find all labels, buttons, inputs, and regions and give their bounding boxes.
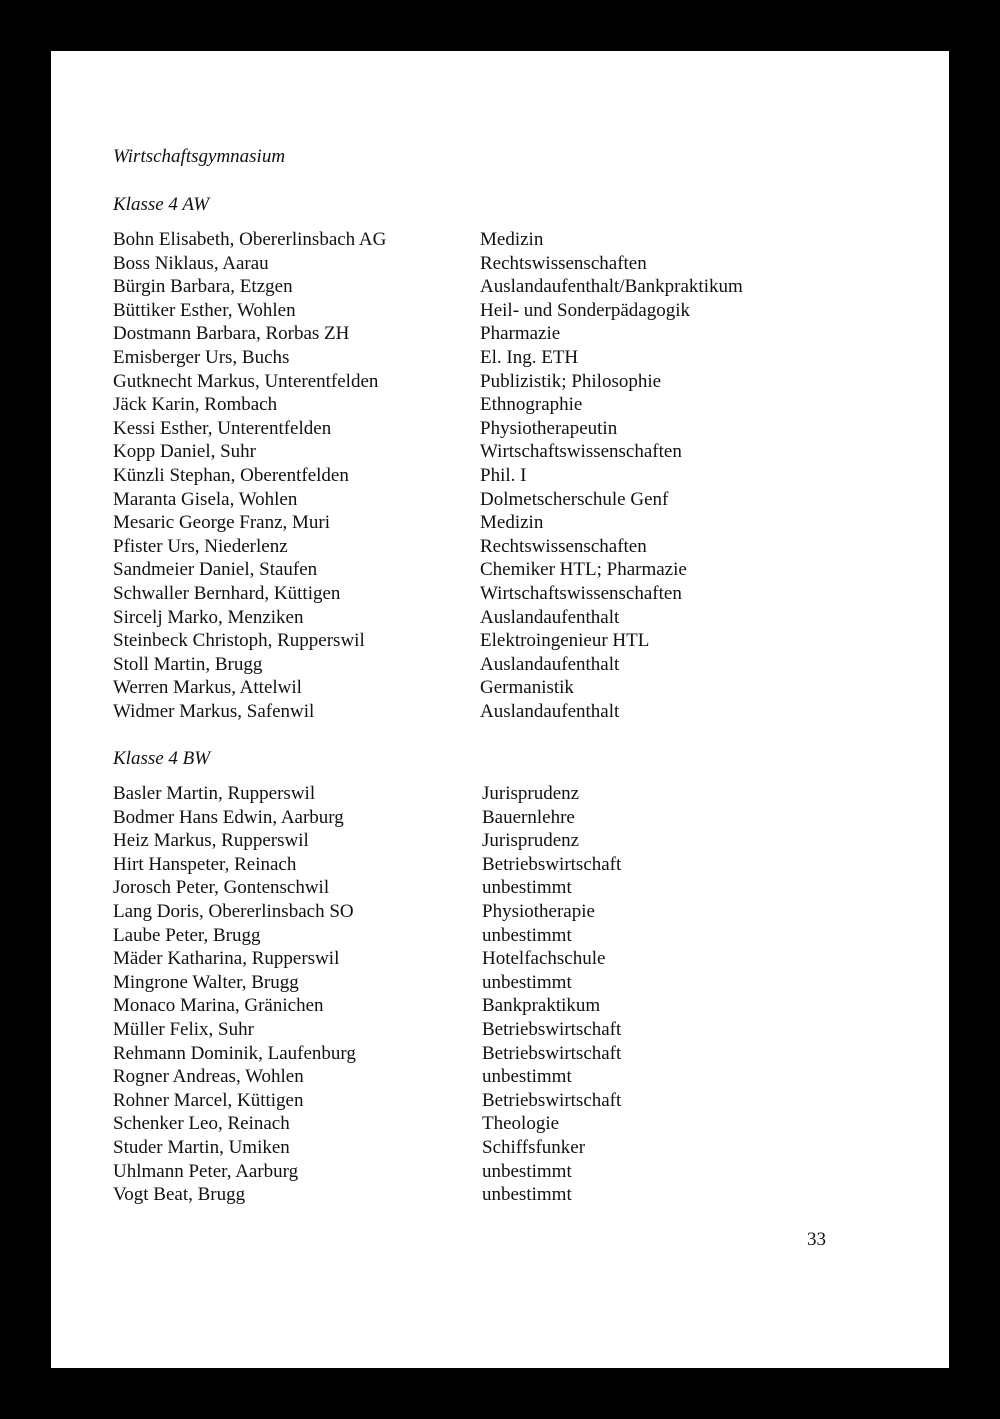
student-name: Schenker Leo, Reinach: [113, 1113, 290, 1135]
list-item: [113, 252, 873, 276]
student-name: Mingrone Walter, Brugg: [113, 971, 299, 993]
study-plan: unbestimmt: [482, 1066, 572, 1088]
list-item: [113, 676, 873, 700]
student-name: Hirt Hanspeter, Reinach: [113, 853, 297, 875]
study-plan: Wirtschaftswissenschaften: [480, 582, 682, 604]
list-item: [113, 582, 873, 606]
list-item: [113, 1183, 873, 1207]
student-name: Widmer Markus, Safenwil: [113, 700, 315, 722]
student-name: Schwaller Bernhard, Küttigen: [113, 582, 341, 604]
list-item: [113, 782, 873, 806]
study-plan: Dolmetscherschule Genf: [480, 488, 669, 510]
list-item: [113, 535, 873, 559]
student-name: Lang Doris, Obererlinsbach SO: [113, 900, 354, 922]
list-item: [113, 1112, 873, 1136]
student-name: Basler Martin, Rupperswil: [113, 783, 316, 804]
study-plan: unbestimmt: [482, 1160, 572, 1182]
student-name: Bürgin Barbara, Etzgen: [113, 276, 293, 298]
list-item: [113, 900, 873, 924]
list-item: [113, 370, 873, 394]
study-plan: Rechtswissenschaften: [480, 535, 647, 557]
study-plan: Elektroingenieur HTL: [480, 630, 650, 652]
student-name: Gutknecht Markus, Unterentfelden: [113, 370, 379, 392]
student-name: Werren Markus, Attelwil: [113, 677, 302, 699]
study-plan: Publizistik; Philosophie: [480, 370, 662, 392]
list-item: [113, 924, 873, 948]
list-item: [113, 1089, 873, 1113]
student-name: Kessi Esther, Unterentfelden: [113, 417, 332, 439]
study-plan: Pharmazie: [480, 323, 561, 345]
student-name: Büttiker Esther, Wohlen: [113, 299, 296, 321]
student-name: Uhlmann Peter, Aarburg: [113, 1160, 299, 1182]
study-plan: Ethnographie: [480, 394, 583, 416]
list-item: [113, 971, 873, 995]
list-item: [113, 829, 873, 853]
study-plan: Betriebswirtschaft: [482, 1089, 622, 1111]
student-name: Maranta Gisela, Wohlen: [113, 488, 298, 510]
study-plan: Auslandaufenthalt: [480, 606, 620, 628]
list-item: [113, 806, 873, 830]
student-name: Bodmer Hans Edwin, Aarburg: [113, 806, 344, 828]
study-plan: Auslandaufenthalt: [480, 653, 620, 675]
list-item: [113, 488, 873, 512]
list-item: [113, 558, 873, 582]
list-item: [113, 511, 873, 535]
list-item: [113, 299, 873, 323]
list-item: [113, 393, 873, 417]
study-plan: Bankpraktikum: [482, 995, 601, 1017]
study-plan: Auslandaufenthalt: [480, 700, 620, 722]
list-item: [113, 700, 873, 724]
class-title-4bw: Klasse 4 BW: [113, 748, 211, 769]
list-item: [113, 1065, 873, 1089]
student-name: Boss Niklaus, Aarau: [113, 252, 269, 274]
list-item: [113, 1160, 873, 1184]
list-item: [113, 947, 873, 971]
student-list-4bw: [113, 782, 873, 1207]
list-item: [113, 1042, 873, 1066]
student-name: Steinbeck Christoph, Rupperswil: [113, 630, 365, 652]
study-plan: Phil. I: [480, 464, 527, 486]
study-plan: unbestimmt: [482, 877, 572, 899]
study-plan: Theologie: [482, 1113, 560, 1135]
student-name: Stoll Martin, Brugg: [113, 653, 263, 675]
student-name: Jorosch Peter, Gontenschwil: [113, 877, 330, 899]
study-plan: Betriebswirtschaft: [482, 1018, 622, 1040]
student-name: Müller Felix, Suhr: [113, 1018, 254, 1040]
study-plan: Physiotherapie: [482, 900, 595, 922]
study-plan: Schiffsfunker: [482, 1136, 586, 1158]
student-name: Laube Peter, Brugg: [113, 924, 261, 946]
list-item: [113, 275, 873, 299]
student-name: Kopp Daniel, Suhr: [113, 441, 257, 463]
study-plan: Auslandaufenthalt/Bankpraktikum: [480, 276, 743, 298]
list-item: [113, 1136, 873, 1160]
study-plan: unbestimmt: [482, 1184, 572, 1206]
student-name: Dostmann Barbara, Rorbas ZH: [113, 323, 350, 345]
study-plan: Bauernlehre: [482, 806, 575, 828]
list-item: [113, 322, 873, 346]
list-item: [113, 653, 873, 677]
study-plan: Hotelfachschule: [482, 948, 606, 970]
list-item: [113, 464, 873, 488]
section-title: Wirtschaftsgymnasium: [113, 146, 286, 167]
list-item: [113, 417, 873, 441]
page-number: 33: [807, 1229, 826, 1250]
student-name: Künzli Stephan, Oberentfelden: [113, 464, 349, 486]
list-item: [113, 440, 873, 464]
student-name: Rehmann Dominik, Laufenburg: [113, 1042, 356, 1064]
list-item: [113, 853, 873, 877]
study-plan: Medizin: [480, 512, 544, 534]
list-item: [113, 1018, 873, 1042]
study-plan: Betriebswirtschaft: [482, 1042, 622, 1064]
student-name: Mesaric George Franz, Muri: [113, 512, 331, 534]
list-item: [113, 994, 873, 1018]
study-plan: Betriebswirtschaft: [482, 853, 622, 875]
list-item: [113, 606, 873, 630]
student-name: Monaco Marina, Gränichen: [113, 995, 324, 1017]
list-item: [113, 228, 873, 252]
study-plan: Jurisprudenz: [482, 783, 580, 804]
student-name: Studer Martin, Umiken: [113, 1136, 290, 1158]
study-plan: Jurisprudenz: [482, 830, 580, 852]
student-name: Mäder Katharina, Rupperswil: [113, 948, 340, 970]
study-plan: Wirtschaftswissenschaften: [480, 441, 682, 463]
study-plan: Heil- und Sonderpädagogik: [480, 299, 691, 321]
student-name: Pfister Urs, Niederlenz: [113, 535, 288, 557]
study-plan: Germanistik: [480, 677, 574, 699]
study-plan: unbestimmt: [482, 971, 572, 993]
study-plan: Chemiker HTL; Pharmazie: [480, 559, 687, 581]
student-name: Sircelj Marko, Menziken: [113, 606, 304, 628]
list-item: [113, 629, 873, 653]
student-name: Heiz Markus, Rupperswil: [113, 830, 309, 852]
student-name: Vogt Beat, Brugg: [113, 1184, 246, 1206]
class-title-4aw: Klasse 4 AW: [113, 194, 210, 215]
student-name: Rohner Marcel, Küttigen: [113, 1089, 304, 1111]
list-item: [113, 346, 873, 370]
document-page: [51, 51, 949, 1368]
list-item: [113, 876, 873, 900]
student-name: Rogner Andreas, Wohlen: [113, 1066, 304, 1088]
student-name: Jäck Karin, Rombach: [113, 394, 278, 416]
student-name: Bohn Elisabeth, Obererlinsbach AG: [113, 229, 387, 250]
study-plan: Physiotherapeutin: [480, 417, 618, 439]
study-plan: Medizin: [480, 229, 544, 250]
study-plan: El. Ing. ETH: [480, 346, 579, 368]
study-plan: Rechtswissenschaften: [480, 252, 647, 274]
student-name: Emisberger Urs, Buchs: [113, 346, 290, 368]
student-list-4aw: [113, 228, 873, 723]
study-plan: unbestimmt: [482, 924, 572, 946]
student-name: Sandmeier Daniel, Staufen: [113, 559, 318, 581]
